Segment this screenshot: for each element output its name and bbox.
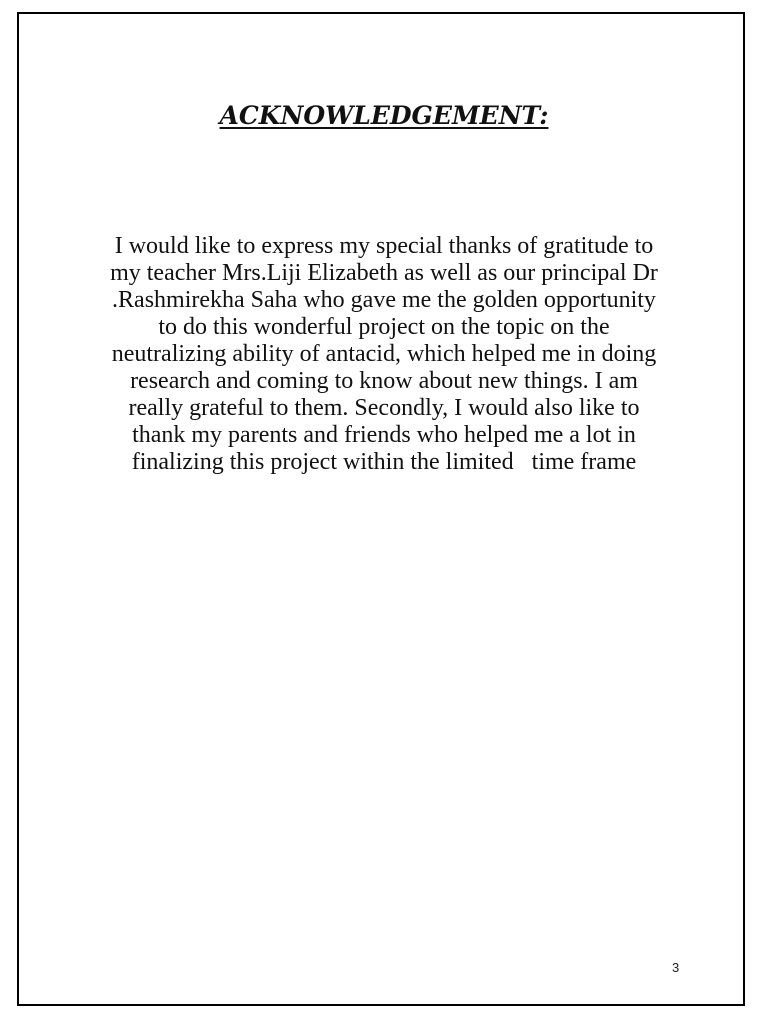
paragraph-line: finalizing this project within the limited time frame (131, 449, 637, 475)
paragraph-line: I would like to express my special thanks of gratitude to (114, 233, 654, 259)
paragraph-line: neutralizing ability of antacid, which helped me in doing (111, 341, 657, 367)
page-title-text: ACKNOWLEDGEMENT: (219, 101, 549, 130)
paragraph-line: research and coming to know about new things. I am (130, 368, 638, 394)
page-border (17, 12, 745, 1006)
paragraph-line: thank my parents and friends who helped me a lot in (132, 422, 636, 448)
paragraph-line: .Rashmirekha Saha who gave me the golden opportunity (112, 287, 656, 313)
acknowledgement-paragraph (70, 233, 698, 476)
paragraph-line: really grateful to them. Secondly, I would also like to (128, 395, 640, 421)
paragraph-line: to do this wonderful project on the topic on the (158, 314, 610, 340)
paragraph-line: my teacher Mrs.Liji Elizabeth as well as our principal Dr (110, 260, 658, 286)
page-number: 3 (672, 960, 680, 975)
page-title (0, 96, 768, 136)
